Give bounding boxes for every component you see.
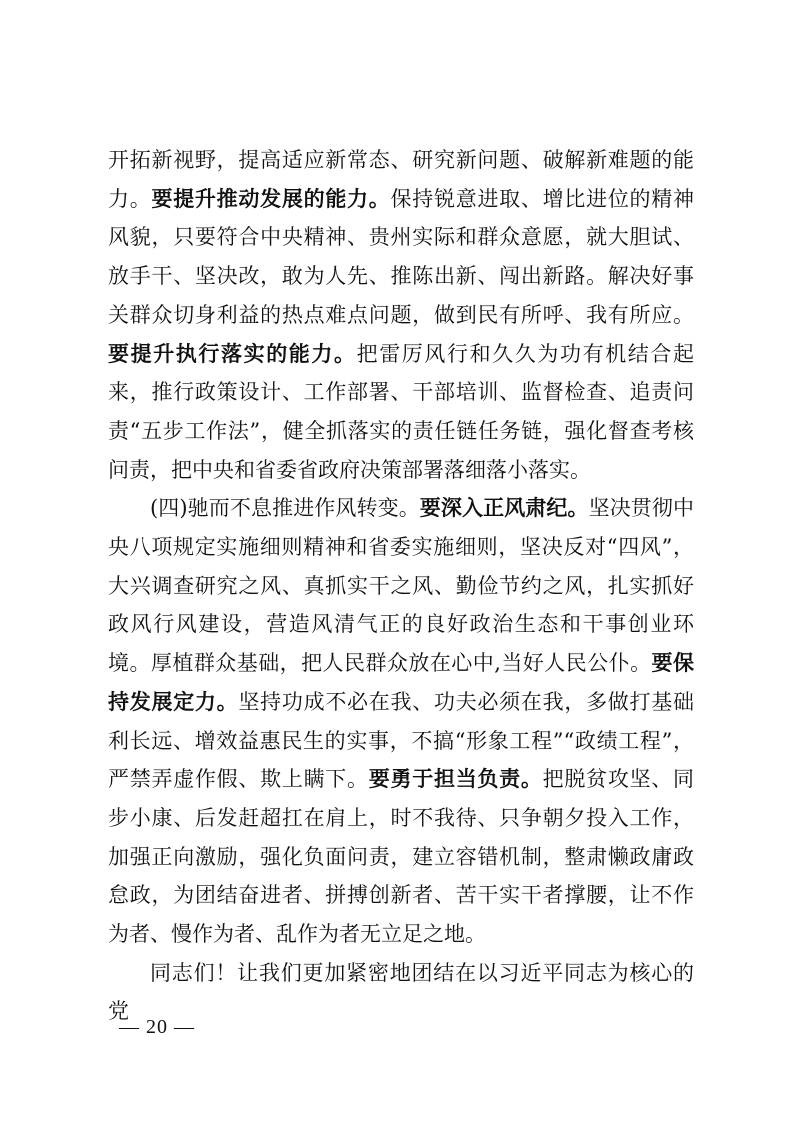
paragraph-2 <box>108 489 694 953</box>
text-segment: 同志们！让我们更加紧密地团结在以习近平同志为核心的党 <box>108 960 694 1024</box>
bold-heading-segment: 要深入正风肃纪。 <box>419 495 589 521</box>
text-segment: 坚持功成不必在我、功夫必须在我，多做打基础利长远、增效益惠民生的实事，不搞“形象工程”“政绩工程”，严禁弄虚作假、欺上瞒下。 <box>108 689 695 792</box>
section-heading-segment: (四)驰而不息推进作风转变。 <box>150 496 420 521</box>
text-segment: 开拓新视野，提高适应新常态、研究新问题、破解新难题的能力。 <box>108 148 694 211</box>
document-body <box>108 141 694 1031</box>
text-segment: 把雷厉风行和久久为功有机结合起来，推行政策设计、工作部署、干部培训、监督检查、追责问责“五步工作法”，健全抓落实的责任链任务链，强化督查考核问责，把中央和省委省政府决策部署落细落小落实。 <box>108 341 695 482</box>
bold-heading-segment: 要保持发展定力。 <box>108 650 694 714</box>
paragraph-1 <box>108 141 694 489</box>
text-segment: 坚决贯彻中央八项规定实施细则精神和省委实施细则，坚决反对“四风”，大兴调查研究之风、真抓实干之风、勤俭节约之风，扎实抓好政风行风建设，营造风清气正的良好政治生态和干事创业环境。厚植群众基础，把人民群众放在心中,当好人民公仆。 <box>108 496 695 676</box>
bold-heading-segment: 要提升执行落实的能力。 <box>108 340 357 366</box>
bold-heading-segment: 要提升推动发展的能力。 <box>151 185 391 211</box>
page-number: — 20 — <box>119 1016 195 1038</box>
paragraph-3 <box>108 954 694 1031</box>
bold-heading-segment: 要勇于担当负责。 <box>368 766 543 792</box>
text-segment: 保持锐意进取、增比进位的精神风貌，只要符合中央精神、贵州实际和群众意愿，就大胆试、放手干、坚决改，敢为人先、推陈出新、闯出新路。解决好事关群众切身利益的热点难点问题，做到民有所呼、我有所应。 <box>108 186 695 327</box>
text-segment: 把脱贫攻坚、同步小康、后发赶超扛在肩上，时不我待、只争朝夕投入工作，加强正向激励，强化负面问责，建立容错机制，整肃懒政庸政怠政，为团结奋进者、拼搏创新者、苦干实干者撑腰，让不作为者、慢作为者、乱作为者无立足之地。 <box>108 767 695 947</box>
